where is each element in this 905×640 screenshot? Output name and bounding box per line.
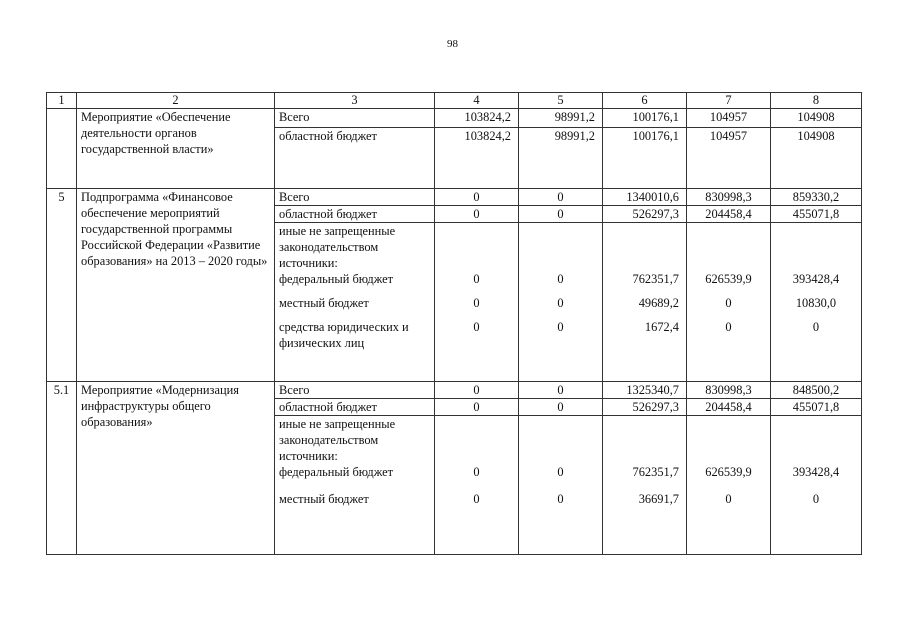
value: 626539,9 — [705, 465, 752, 479]
header-cell: 4 — [435, 93, 519, 109]
source-label: местный бюджет — [279, 296, 369, 310]
value: 49689,2 — [638, 296, 679, 310]
value: 0 — [473, 320, 480, 334]
value: 762351,7 — [632, 272, 679, 286]
value-cell: 0 — [435, 189, 519, 206]
event-name: Мероприятие «Модернизация инфраструктуры общего образования» — [77, 382, 275, 555]
value-cell: 204458,4 — [687, 206, 771, 223]
value: 0 — [473, 296, 480, 310]
source-label: областной бюджет — [275, 128, 435, 189]
value: 0 — [557, 272, 564, 286]
value-cell — [687, 223, 771, 382]
header-row — [47, 93, 862, 109]
row-number — [47, 109, 77, 189]
header-cell: 6 — [603, 93, 687, 109]
value-cell: 0 — [435, 382, 519, 399]
value-cell: 100176,1 — [603, 109, 687, 128]
value-cell: 859330,2 — [771, 189, 862, 206]
value-cell — [603, 416, 687, 555]
value: 0 — [473, 272, 480, 286]
header-cell: 8 — [771, 93, 862, 109]
value-cell: 0 — [519, 189, 603, 206]
value-cell: 526297,3 — [603, 399, 687, 416]
source-label: федеральный бюджет — [279, 465, 394, 479]
header-cell: 5 — [519, 93, 603, 109]
source-label: областной бюджет — [275, 399, 435, 416]
value: 0 — [812, 320, 820, 334]
source-label: федеральный бюджет — [279, 272, 394, 286]
value: 0 — [473, 492, 480, 506]
value-cell — [687, 416, 771, 555]
value: 393428,4 — [792, 272, 840, 286]
spacer — [279, 480, 430, 491]
value-cell: 0 — [519, 399, 603, 416]
value-cell: 98991,2 — [519, 109, 603, 128]
value: 0 — [473, 465, 480, 479]
value-cell — [519, 223, 603, 382]
value-cell: 830998,3 — [687, 189, 771, 206]
header-cell: 3 — [275, 93, 435, 109]
other-sources-label: иные не запрещенные законодательством источники: — [279, 417, 396, 463]
value-cell: 0 — [519, 382, 603, 399]
value-cell: 1340010,6 — [603, 189, 687, 206]
source-label: местный бюджет — [279, 492, 369, 506]
value: 0 — [557, 296, 564, 310]
value: 0 — [725, 296, 732, 310]
value-cell: 104908 — [771, 128, 862, 189]
table-row — [47, 189, 862, 206]
value-cell: 204458,4 — [687, 399, 771, 416]
value-cell: 104957 — [687, 109, 771, 128]
header-cell: 1 — [47, 93, 77, 109]
table-row — [47, 382, 862, 399]
page-number: 98 — [447, 38, 458, 50]
budget-table — [46, 92, 862, 555]
value-cell: 1325340,7 — [603, 382, 687, 399]
value-cell — [771, 223, 862, 382]
value-cell: 848500,2 — [771, 382, 862, 399]
value: 10830,0 — [795, 296, 837, 310]
value-cell: 103824,2 — [435, 109, 519, 128]
value: 36691,7 — [638, 492, 679, 506]
value: 626539,9 — [705, 272, 752, 286]
value-cell: 103824,2 — [435, 128, 519, 189]
header-cell: 7 — [687, 93, 771, 109]
value: 1672,4 — [644, 320, 679, 334]
value-cell: 0 — [435, 399, 519, 416]
value-cell: 100176,1 — [603, 128, 687, 189]
source-label: областной бюджет — [275, 206, 435, 223]
value: 762351,7 — [632, 465, 679, 479]
source-label: средства юридических и физических лиц — [279, 320, 409, 350]
value: 0 — [725, 320, 732, 334]
value-cell: 0 — [519, 206, 603, 223]
value-cell: 104908 — [771, 109, 862, 128]
value-cell — [603, 223, 687, 382]
value-cell — [435, 223, 519, 382]
value: 0 — [557, 320, 564, 334]
spacer — [279, 287, 430, 295]
value-cell: 0 — [435, 206, 519, 223]
header-cell: 2 — [77, 93, 275, 109]
value: 0 — [725, 492, 732, 506]
value: 393428,4 — [792, 465, 840, 479]
subprogram-name: Подпрограмма «Финансовое обеспечение мероприятий государственной программы Российской Федерации «Развитие образования» на 2013 – 2020 годы» — [77, 189, 275, 382]
value-cell: 98991,2 — [519, 128, 603, 189]
value-cell — [771, 416, 862, 555]
value-cell: 455071,8 — [771, 399, 862, 416]
source-label: Всего — [275, 109, 435, 128]
spacer — [279, 311, 430, 319]
value: 0 — [557, 492, 564, 506]
value: 0 — [812, 492, 820, 506]
row-number: 5.1 — [47, 382, 77, 555]
event-name: Мероприятие «Обеспечение деятельности органов государственной власти» — [77, 109, 275, 189]
value-cell: 830998,3 — [687, 382, 771, 399]
value-cell: 526297,3 — [603, 206, 687, 223]
value-cell — [435, 416, 519, 555]
value-cell — [519, 416, 603, 555]
other-sources-cell — [275, 416, 435, 555]
other-sources-cell — [275, 223, 435, 382]
value: 0 — [557, 465, 564, 479]
source-label: Всего — [275, 189, 435, 206]
value-cell: 455071,8 — [771, 206, 862, 223]
row-number: 5 — [47, 189, 77, 382]
source-label: Всего — [275, 382, 435, 399]
value-cell: 104957 — [687, 128, 771, 189]
table-row — [47, 109, 862, 128]
other-sources-label: иные не запрещенные законодательством источники: — [279, 224, 396, 270]
